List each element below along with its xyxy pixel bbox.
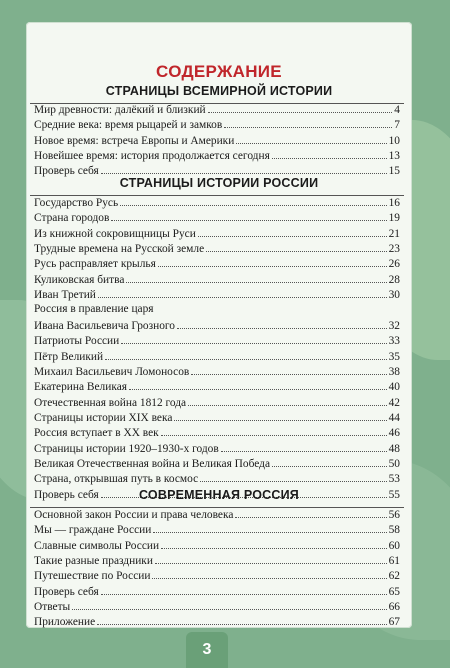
toc-entry-page: 35 [388, 350, 400, 363]
toc-entry[interactable] [34, 272, 400, 287]
dot-leader [188, 395, 387, 406]
toc-entry[interactable] [34, 522, 400, 537]
dot-leader [111, 210, 386, 221]
page-number: 3 [202, 641, 212, 658]
toc-entry-page: 40 [388, 381, 400, 394]
toc-entry-page: 21 [388, 227, 400, 240]
dot-leader [101, 163, 387, 174]
toc-entry[interactable] [34, 553, 400, 568]
dot-leader [97, 614, 386, 625]
toc-entry-title: Екатерина Великая [34, 381, 127, 394]
toc-entry-page: 33 [388, 335, 400, 348]
dot-leader [235, 507, 386, 518]
toc-entry-page: 30 [388, 289, 400, 302]
dot-leader [221, 441, 387, 452]
toc-entry[interactable] [34, 195, 400, 210]
toc-entry-page: 26 [388, 258, 400, 271]
toc-entry-title: Страницы истории 1920–1930-х годов [34, 442, 219, 455]
dot-leader [161, 538, 387, 549]
dot-leader [158, 256, 387, 267]
toc-entry[interactable] [34, 302, 400, 317]
toc-entry[interactable] [34, 471, 400, 486]
dot-leader [153, 522, 386, 533]
toc-entry-title: Новейшее время: история продолжается сегодня [34, 150, 270, 163]
toc-entry-title: Из книжной сокровищницы Руси [34, 227, 196, 240]
dot-leader [72, 599, 386, 610]
toc-entry[interactable] [34, 456, 400, 471]
page-title: СОДЕРЖАНИЕ [156, 62, 282, 81]
toc-entry[interactable] [34, 441, 400, 456]
toc-entry-title: Проверь себя [34, 165, 99, 178]
toc-entry-title: Страна городов [34, 212, 110, 225]
toc-entry-page: 19 [388, 212, 400, 225]
toc-entry-page: 46 [388, 427, 400, 440]
toc-entry-title: Государство Русь [34, 197, 119, 209]
toc-entry-page: 53 [388, 473, 400, 486]
section-heading: СТРАНИЦЫ ИСТОРИИ РОССИИ [119, 176, 319, 190]
toc-entry-page: 44 [388, 411, 400, 424]
dot-leader [121, 333, 386, 344]
toc-entry-title: Страницы истории XIX века [34, 411, 173, 424]
toc-entry[interactable] [34, 364, 400, 379]
toc-entry-title: Средние века: время рыцарей и замков [34, 119, 223, 132]
dot-leader [174, 410, 386, 421]
dot-leader [272, 148, 387, 159]
toc-entry[interactable] [34, 226, 400, 241]
dot-leader [156, 302, 398, 312]
toc-entry-page: 61 [388, 555, 400, 568]
dot-leader [208, 102, 393, 113]
toc-entry-title: Мир древности: далёкий и близкий [34, 104, 206, 116]
toc-entry[interactable] [34, 349, 400, 364]
dot-leader [129, 379, 387, 390]
toc-entry-page: 4 [394, 104, 400, 116]
toc-entry-page: 65 [388, 585, 400, 598]
dot-leader [177, 318, 387, 329]
toc-entry-title: Патриоты России [34, 335, 120, 348]
section-heading: СОВРЕМЕННАЯ РОССИЯ [139, 488, 299, 502]
toc-entry-title: Великая Отечественная война и Великая Победа [34, 457, 271, 470]
dot-leader [224, 117, 392, 128]
toc-entry[interactable] [34, 148, 400, 163]
toc-entry-title: Новое время: встреча Европы и Америки [34, 134, 235, 147]
toc-entry-title: Отечественная война 1812 года [34, 396, 187, 409]
toc-entry-title: Проверь себя [34, 585, 99, 598]
toc-entry[interactable] [34, 333, 400, 348]
toc-entry[interactable] [34, 241, 400, 256]
toc-entry[interactable] [34, 568, 400, 583]
dot-leader [161, 425, 387, 436]
toc-entry-title: Ответы [34, 601, 71, 614]
toc-entry[interactable] [34, 256, 400, 271]
toc-entry-page: 38 [388, 365, 400, 378]
toc-entry[interactable] [34, 538, 400, 553]
dot-leader [206, 241, 386, 252]
toc-entry[interactable] [34, 584, 400, 599]
toc-entry-title: Пётр Великий [34, 350, 104, 363]
toc-entry-title: Славные символы России [34, 539, 160, 552]
toc-entry-page: 67 [388, 616, 400, 629]
toc-entry-page: 16 [388, 197, 400, 209]
toc-entry-page: 60 [388, 539, 400, 552]
toc-entry[interactable] [34, 287, 400, 302]
toc-entry-page: 56 [388, 509, 400, 521]
dot-leader [105, 349, 387, 360]
toc-entry[interactable] [34, 395, 400, 410]
dot-leader [200, 471, 386, 482]
toc-entry-title: Проверь себя [34, 488, 99, 501]
toc-entry[interactable] [34, 102, 400, 117]
toc-entry-page: 32 [388, 319, 400, 332]
toc-entry-title: Россия в правление царя [34, 303, 154, 316]
dot-leader [191, 364, 386, 375]
toc-entry-title: Такие разные праздники [34, 555, 153, 568]
toc-entry[interactable] [34, 410, 400, 425]
toc-entry-title: Ивана Васильевича Грозного [34, 319, 175, 332]
toc-entry-title: Основной закон России и права человека [34, 509, 234, 521]
toc-entry-title: Приложение [34, 616, 96, 629]
toc-entry-page: 7 [394, 119, 400, 132]
toc-entry-page: 55 [388, 488, 400, 501]
toc-entry[interactable] [34, 117, 400, 132]
dot-leader [101, 584, 387, 595]
section-heading: СТРАНИЦЫ ВСЕМИРНОЙ ИСТОРИИ [105, 84, 333, 98]
toc-entry[interactable] [34, 507, 400, 522]
dot-leader [120, 195, 386, 206]
toc-entry-title: Мы — граждане России [34, 524, 152, 537]
dot-leader [272, 456, 387, 467]
toc-entry[interactable] [34, 210, 400, 225]
toc-entry-title: Трудные времена на Русской земле [34, 243, 205, 256]
toc-entry-title: Куликовская битва [34, 273, 125, 286]
toc-entry-page: 23 [388, 243, 400, 256]
toc-entry[interactable] [34, 599, 400, 614]
toc-entry[interactable] [34, 133, 400, 148]
dot-leader [152, 568, 386, 579]
toc-entry-title: Михаил Васильевич Ломоносов [34, 365, 190, 378]
toc-entry-page: 10 [388, 134, 400, 147]
toc-entry-title: Иван Третий [34, 289, 96, 302]
dot-leader [198, 226, 387, 237]
toc-entry[interactable] [34, 614, 400, 629]
dot-leader [236, 133, 386, 144]
toc-entry[interactable] [34, 379, 400, 394]
toc-entry-title: Путешествие по России [34, 570, 151, 583]
dot-leader [126, 272, 386, 283]
toc-entry-title: Русь расправляет крылья [34, 258, 156, 271]
toc-entry-page: 58 [388, 524, 400, 537]
toc-entry-page: 13 [388, 150, 400, 163]
toc-entry-page: 42 [388, 396, 400, 409]
toc-entry-page: 50 [388, 457, 400, 470]
toc-entry[interactable] [34, 425, 400, 440]
toc-entry[interactable] [34, 318, 400, 333]
toc-entry-page: 62 [388, 570, 400, 583]
toc-entry-page: 15 [388, 165, 400, 178]
toc-entry-title: Россия вступает в XX век [34, 427, 159, 440]
toc-entry-page: 66 [388, 601, 400, 614]
toc-entry-page: 28 [388, 273, 400, 286]
dot-leader [98, 287, 387, 298]
toc-entry-page: 48 [388, 442, 400, 455]
toc-entry-title: Страна, открывшая путь в космос [34, 473, 199, 486]
page-number-badge [186, 632, 228, 668]
contents-page [26, 22, 412, 628]
dot-leader [155, 553, 387, 564]
